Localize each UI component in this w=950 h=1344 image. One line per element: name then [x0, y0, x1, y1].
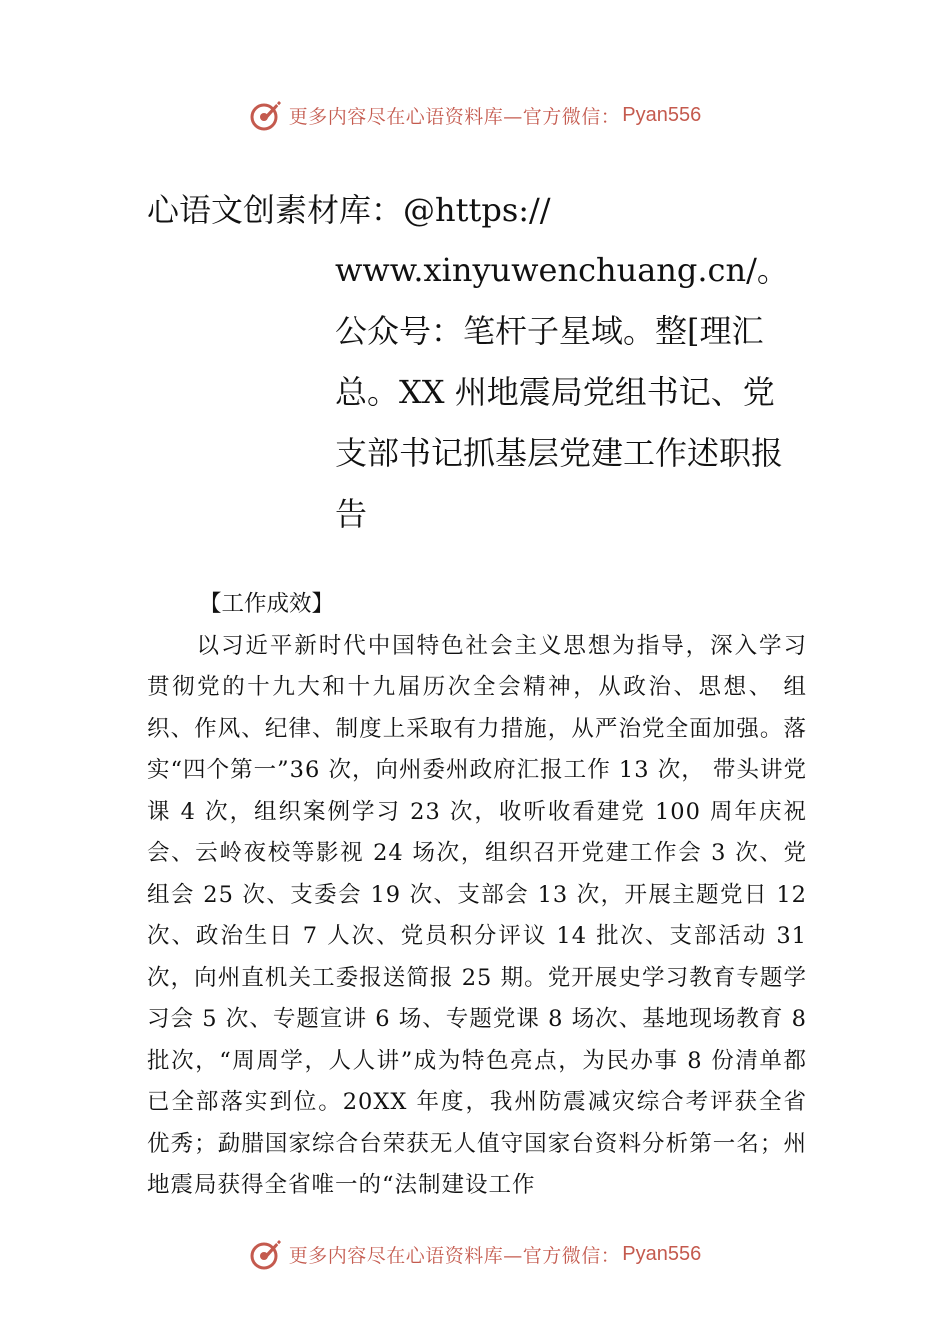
watermark-wechat-id: Pyan556: [622, 1242, 702, 1265]
document-title: [147, 180, 807, 545]
section-heading: 【工作成效】: [199, 591, 335, 617]
title-line-first: 心语文创素材库：@https://: [147, 191, 551, 229]
quill-logo-icon: [249, 98, 283, 132]
watermark-text: 更多内容尽在心语资料库—官方微信：: [288, 1244, 621, 1267]
watermark-wechat-id: Pyan556: [622, 103, 702, 126]
watermark-text: 更多内容尽在心语资料库—官方微信：: [288, 105, 621, 128]
document-body: [147, 584, 807, 1207]
quill-logo-icon: [249, 1237, 283, 1271]
title-line-rest: www.xinyuwenchuang.cn/。公众号：笔杆子星域。整[理汇总。XX 州地震局党组书记、党支部书记抓基层党建工作述职报告: [335, 251, 789, 533]
body-paragraph: 以习近平新时代中国特色社会主义思想为指导，深入学习贯彻党的十九大和十九届历次全会精神，从政治、思想、 组织、作风、纪律、制度上采取有力措施，从严治党全面加强。落实“四个第一”36 次，向州委州政府汇报工作 13 次， 带头讲党课 4 次，组织案例学习 23 次，收听收看建党 100 周年庆祝会、云岭夜校等影视 24 场次，组织召开党建工作会 3 次、党组会 25 次、支委会 19 次、支部会 13 次，开展主题党日 12 次、政治生日 7 人次、党员积分评议 14 批次、支部活动 31 次，向州直机关工委报送简报 25 期。党开展史学习教育专题学习会 5 次、专题宣讲 6 场、专题党课 8 场次、基地现场教育 8 批次，“周周学，人人讲”成为特色亮点，为民办事 8 份清单都已全部落实到位。20XX 年度，我州防震减灾综合考评获全省优秀；勐腊国家综合台荣获无人值守国家台资料分析第一名；州地震局获得全省唯一的“法制建设工作: [147, 632, 807, 1198]
watermark-header: [0, 93, 950, 137]
watermark-footer: [0, 1232, 950, 1276]
